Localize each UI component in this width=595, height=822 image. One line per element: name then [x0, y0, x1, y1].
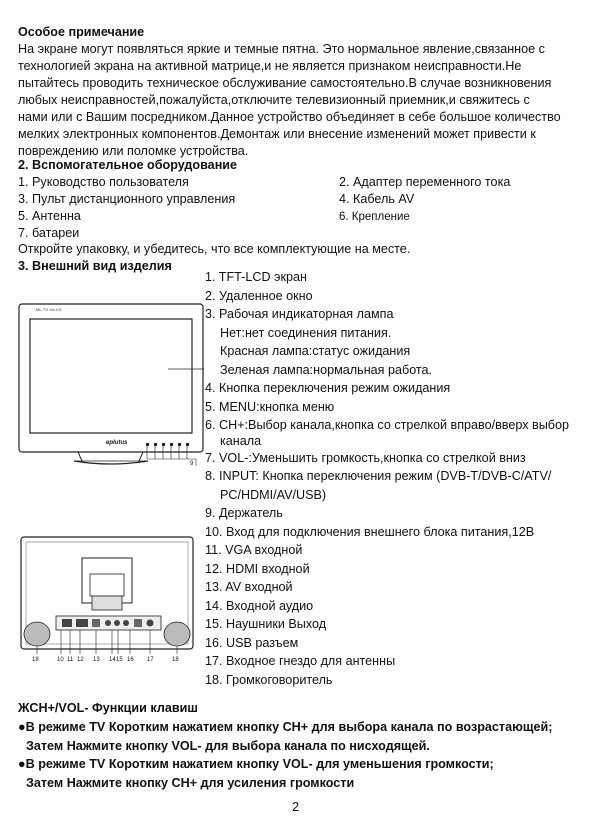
keys-line: ●В режиме TV Коротким нажатием кнопку CH+ для выбора канала по возрастающей;	[18, 720, 553, 734]
appearance-item: 5. MENU:кнопка меню	[205, 399, 335, 414]
front-callout: 9	[190, 461, 194, 467]
appearance-subitem: Красная лампа:статус ожидания	[220, 344, 411, 358]
appearance-item: 14. Входной аудио	[205, 598, 314, 613]
appearance-item: 3. Рабочая индикаторная лампа	[205, 307, 394, 321]
appearance-item: 17. Входное гнездо для антенны	[205, 654, 396, 668]
appearance-subitem: Нет:нет соединения питания.	[220, 325, 392, 340]
appearance-item: 13. AV входной	[205, 580, 293, 594]
appearance-item-cont: PC/HDMI/AV/USB)	[220, 487, 327, 502]
note-line: любых неисправностей,пожалуйста,отключите телевизионный приемник,и свяжитесь с	[18, 93, 530, 107]
front-brand-logo: eplutus	[106, 440, 128, 446]
note-line: технологией экрана на активной матрице,и не является признаком неисправности.Не	[18, 59, 522, 73]
appearance-item: 11. VGA входной	[205, 543, 303, 557]
note-body	[18, 41, 583, 160]
appearance-item: 15. Наушники Выход	[205, 617, 327, 631]
back-callout: 12	[77, 657, 84, 663]
appearance-item: 18. Громкоговоритель	[205, 672, 333, 687]
back-callout: 17	[147, 657, 154, 663]
accessory-item: 7. батареи	[18, 226, 80, 240]
appearance-heading: 3. Внешний вид изделия	[18, 259, 172, 273]
note-line: На экране могут появляться яркие и темные пятна. Это нормальное явление,связанное с	[18, 42, 545, 56]
appearance-list	[205, 268, 569, 689]
accessory-item: 4. Кабель AV	[339, 192, 415, 206]
appearance-item: 9. Держатель	[205, 506, 283, 520]
accessory-item: 1. Руководство пользователя	[18, 175, 189, 189]
keys-line: Затем Нажмите кнопку VOL- для выбора канала по нисходящей.	[26, 739, 430, 753]
appearance-item: 8. INPUT: Кнопка переключения режим (DVB-T/DVB-C/ATV/	[205, 469, 552, 483]
keys-heading: ЖCH+/VOL- Функции клавиш	[18, 701, 198, 715]
back-callout: 14	[109, 657, 116, 663]
note-line: мелких электронных компонентов.Демонтаж или внесение изменений может привести к	[18, 127, 536, 141]
appearance-item: 7. VOL-:Уменьшить громкость,кнопка со стрелкой вниз	[205, 450, 526, 465]
note-title: Особое примечание	[18, 25, 145, 39]
appearance-subitem: Зеленая лампа:нормальная работа.	[220, 362, 433, 377]
accessory-item: 5. Антенна	[18, 209, 81, 223]
appearance-item: 6. CH+:Выбор канала,кнопка со стрелкой вправо/вверх выбор	[205, 418, 569, 432]
appearance-item: 10. Вход для подключения внешнего блока питания,12В	[205, 524, 535, 539]
back-callout: 10	[57, 657, 64, 663]
keys-line: Затем Нажмите кнопку CH+ для усиления громкости	[26, 776, 355, 790]
keys-line: ●В режиме TV Коротким нажатием кнопку VOL- для уменьшения громкости;	[18, 757, 494, 771]
back-callout: 15	[116, 657, 123, 663]
back-callout: 18	[32, 657, 39, 663]
appearance-item: 12. HDMI входной	[205, 561, 310, 576]
note-line: повреждению или поломке устройства.	[18, 144, 249, 158]
accessory-item: 3. Пульт дистанционного управления	[18, 192, 236, 206]
accessory-item: 2. Адаптер переменного тока	[339, 175, 511, 189]
appearance-item: 2. Удаленное окно	[205, 288, 313, 303]
tv-back-illustration	[20, 536, 195, 654]
note-line: пытайтесь проводить техническое обслуживание самостоятельно.В случае возникновения	[18, 76, 552, 90]
appearance-item-cont: канала	[220, 433, 262, 448]
back-callout: 13	[93, 657, 100, 663]
note-line: нами или с Вашим посредником.Данное устройство объединяет в себе большое количество	[18, 110, 561, 124]
page-number: 2	[292, 799, 300, 814]
back-callout: 16	[127, 657, 134, 663]
front-top-label: ML-TV 15LCD	[36, 307, 62, 312]
accessory-item: 6. Крепление	[339, 211, 410, 223]
appearance-item: 16. USB разъем	[205, 635, 299, 650]
appearance-item: 4. Кнопка переключения режим ожидания	[205, 381, 451, 395]
accessories-heading: 2. Вспомогательное оборудование	[18, 158, 238, 172]
back-callout: 11	[67, 657, 74, 663]
appearance-item: 1. TFT-LCD экран	[205, 270, 307, 284]
accessories-check-text: Откройте упаковку, и убедитесь, что все комплектующие на месте.	[18, 242, 411, 256]
back-callout: 18	[172, 657, 179, 663]
